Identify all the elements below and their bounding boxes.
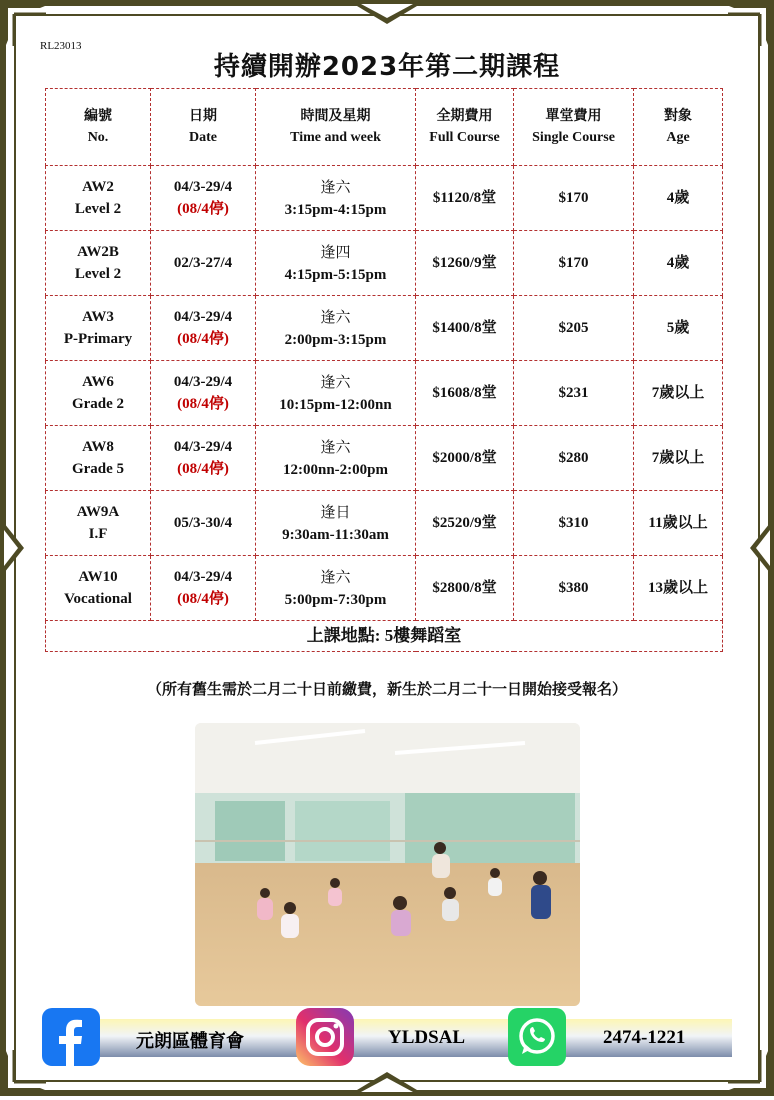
- whatsapp-number: 2474-1221: [603, 1027, 686, 1048]
- course-single-fee: $205: [514, 296, 634, 361]
- course-date: 04/3-29/4 (08/4停): [151, 296, 256, 361]
- registration-notice: （所有舊生需於二月二十日前繳費，新生於二月二十一日開始接受報名）: [146, 680, 627, 698]
- table-row: [46, 361, 723, 426]
- course-age: 13歲以上: [634, 556, 723, 621]
- course-code: AW2 Level 2: [46, 166, 151, 231]
- course-full-fee: $2520/9堂: [416, 491, 514, 556]
- course-single-fee: $170: [514, 166, 634, 231]
- course-table: [45, 88, 723, 652]
- location-row: [46, 621, 723, 652]
- header-single-course: 單堂費用 Single Course: [514, 89, 634, 166]
- course-date: 05/3-30/4: [151, 491, 256, 556]
- class-location: 上課地點: 5樓舞蹈室: [46, 621, 723, 652]
- dance-class-photo: [195, 723, 580, 1006]
- header-age: 對象 Age: [634, 89, 723, 166]
- course-date: 04/3-29/4 (08/4停): [151, 556, 256, 621]
- course-code: AW10 Vocational: [46, 556, 151, 621]
- course-code: AW8 Grade 5: [46, 426, 151, 491]
- header-no: 編號 No.: [46, 89, 151, 166]
- course-full-fee: $1120/8堂: [416, 166, 514, 231]
- frame-notch-top: [347, 0, 427, 26]
- course-time: 逢六 2:00pm-3:15pm: [256, 296, 416, 361]
- course-age: 4歲: [634, 231, 723, 296]
- course-date: 04/3-29/4 (08/4停): [151, 426, 256, 491]
- course-code: AW2B Level 2: [46, 231, 151, 296]
- course-age: 11歲以上: [634, 491, 723, 556]
- course-code: AW6 Grade 2: [46, 361, 151, 426]
- frame-notch-left: [0, 518, 26, 578]
- course-date: 02/3-27/4: [151, 231, 256, 296]
- course-date: 04/3-29/4 (08/4停): [151, 166, 256, 231]
- course-single-fee: $170: [514, 231, 634, 296]
- facebook-icon[interactable]: [42, 1008, 100, 1066]
- instagram-handle: YLDSAL: [388, 1027, 466, 1048]
- table-row: [46, 556, 723, 621]
- whatsapp-icon[interactable]: [508, 1008, 566, 1066]
- course-age: 7歲以上: [634, 426, 723, 491]
- facebook-page-name: 元朗區體育會: [136, 1031, 244, 1052]
- frame-notch-right: [748, 518, 774, 578]
- table-row: [46, 166, 723, 231]
- course-full-fee: $1608/8堂: [416, 361, 514, 426]
- table-row: [46, 231, 723, 296]
- course-code: AW3 P-Primary: [46, 296, 151, 361]
- course-single-fee: $280: [514, 426, 634, 491]
- course-full-fee: $1260/9堂: [416, 231, 514, 296]
- course-single-fee: $231: [514, 361, 634, 426]
- course-date: 04/3-29/4 (08/4停): [151, 361, 256, 426]
- page-title: 持續開辦2023年第二期課程: [213, 52, 561, 82]
- course-time: 逢日 9:30am-11:30am: [256, 491, 416, 556]
- course-age: 7歲以上: [634, 361, 723, 426]
- course-time: 逢六 12:00nn-2:00pm: [256, 426, 416, 491]
- document-code: RL23013: [40, 40, 82, 52]
- course-time: 逢六 3:15pm-4:15pm: [256, 166, 416, 231]
- course-age: 5歲: [634, 296, 723, 361]
- instagram-icon[interactable]: [296, 1008, 354, 1066]
- course-full-fee: $2000/8堂: [416, 426, 514, 491]
- course-single-fee: $380: [514, 556, 634, 621]
- course-full-fee: $1400/8堂: [416, 296, 514, 361]
- table-header-row: [46, 89, 723, 166]
- course-full-fee: $2800/8堂: [416, 556, 514, 621]
- header-full-course: 全期費用 Full Course: [416, 89, 514, 166]
- table-row: [46, 491, 723, 556]
- header-time: 時間及星期 Time and week: [256, 89, 416, 166]
- course-single-fee: $310: [514, 491, 634, 556]
- course-time: 逢六 10:15pm-12:00nn: [256, 361, 416, 426]
- course-code: AW9A I.F: [46, 491, 151, 556]
- course-time: 逢六 5:00pm-7:30pm: [256, 556, 416, 621]
- course-time: 逢四 4:15pm-5:15pm: [256, 231, 416, 296]
- frame-notch-bottom: [347, 1070, 427, 1096]
- table-row: [46, 426, 723, 491]
- table-row: [46, 296, 723, 361]
- course-age: 4歲: [634, 166, 723, 231]
- header-date: 日期 Date: [151, 89, 256, 166]
